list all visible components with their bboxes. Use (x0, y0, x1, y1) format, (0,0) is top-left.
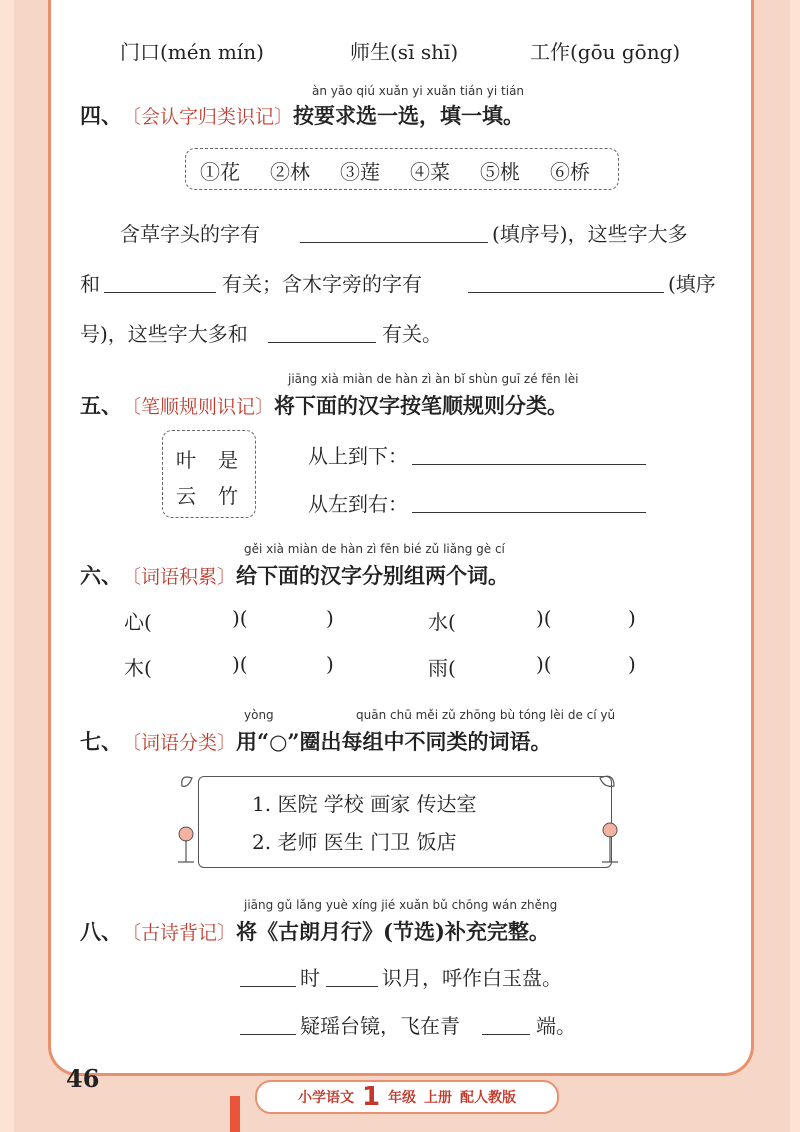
sec8-blank-2[interactable] (326, 986, 378, 987)
footer-bar (255, 1080, 559, 1114)
sec4-line2-c: (填序 (668, 272, 716, 296)
sec4-option-4: ④菜 (410, 160, 450, 184)
sec6-paren-mid-3: )( (232, 652, 248, 676)
sec8-p2-a: 疑瑶台镜，飞在青 (300, 1014, 460, 1038)
sec4-option-3: ③莲 (340, 160, 380, 184)
sec5-char-2: 是 (218, 448, 238, 472)
sec7-row-1: 1. 医院 学校 画家 传达室 (252, 792, 477, 816)
page-number: 46 (66, 1064, 100, 1093)
sec6-title: 给下面的汉字分别组两个词。 (236, 563, 510, 588)
sec4-line3-a: 号)，这些字大多和 (80, 322, 248, 346)
sec4-blank-2[interactable] (104, 292, 216, 293)
sec5-tag: 〔笔顺规则识记〕 (122, 396, 275, 418)
sec6-item-1: 心( (124, 610, 152, 634)
sec4-blank-1[interactable] (300, 242, 488, 243)
sec4-line2-a: 和 (80, 272, 100, 296)
sec4-line1-a: 含草字头的字有 (120, 222, 260, 246)
sec4-option-1: ①花 (200, 160, 240, 184)
sec5-blank-1[interactable] (412, 464, 646, 465)
footer-subject: 小学语文 (297, 1090, 354, 1106)
sec5-heading (80, 390, 568, 420)
sec5-num: 五、 (80, 393, 122, 418)
sec4-line3-b: 有关。 (382, 322, 442, 346)
sec7-num: 七、 (80, 729, 122, 754)
sec6-tag: 〔词语积累〕 (122, 566, 237, 588)
leaf-right-icon (594, 770, 626, 870)
sec5-rule-1: 从上到下： (308, 444, 408, 468)
sec4-heading (80, 100, 524, 130)
sec6-paren-mid-4: )( (536, 652, 552, 676)
sec7-heading (80, 726, 552, 756)
sec8-heading (80, 916, 550, 946)
sec6-paren-end-3: ) (326, 652, 334, 676)
sec4-pinyin: àn yāo qiú xuǎn yi xuǎn tián yi tián (312, 84, 525, 98)
sec8-title: 将《古朗月行》(节选)补充完整。 (236, 919, 550, 944)
sec7-pinyin-b: quān chū měi zǔ zhōng bù tóng lèi de cí yǔ (356, 708, 616, 722)
sec4-tag: 〔会认字归类识记〕 (122, 106, 294, 128)
sec4-blank-4[interactable] (268, 342, 376, 343)
footer-term: 上册 (424, 1090, 453, 1106)
sec8-p2-b: 端。 (536, 1014, 576, 1038)
sec6-paren-mid-2: )( (536, 606, 552, 630)
sec6-paren-mid-1: )( (232, 606, 248, 630)
sec4-option-2: ②林 (270, 160, 310, 184)
sec6-paren-end-2: ) (628, 606, 636, 630)
sec6-heading (80, 560, 509, 590)
sec7-tag: 〔词语分类〕 (122, 732, 237, 754)
top-item-3: 工作(gōu gōng) (530, 40, 681, 64)
sec4-title: 按要求选一选，填一填。 (293, 103, 525, 128)
sec6-paren-end-4: ) (628, 652, 636, 676)
footer-edition: 配人教版 (460, 1090, 517, 1106)
sec7-title: 用“○”圈出每组中不同类的词语。 (236, 729, 552, 754)
sec5-blank-2[interactable] (412, 512, 646, 513)
sec6-paren-end-1: ) (326, 606, 334, 630)
sec5-rule-2: 从左到右： (308, 492, 408, 516)
top-item-2: 师生(sī shī) (350, 40, 459, 64)
sec5-pinyin: jiāng xià miàn de hàn zì àn bǐ shùn guī zé fēn lèi (288, 372, 579, 386)
sec6-pinyin: gěi xià miàn de hàn zì fēn bié zǔ liǎng gè cí (244, 542, 505, 556)
sec8-num: 八、 (80, 919, 122, 944)
sec6-item-2: 水( (428, 610, 456, 634)
sec4-option-5: ⑤桃 (480, 160, 520, 184)
footer-grade-num: 1 (361, 1082, 381, 1112)
sec6-num: 六、 (80, 563, 122, 588)
sec5-char-3: 云 (176, 484, 196, 508)
sec7-pinyin-a: yòng (244, 708, 274, 722)
sec4-num: 四、 (80, 103, 122, 128)
sec8-blank-4[interactable] (482, 1034, 530, 1035)
sec4-line2-b: 有关；含木字旁的字有 (222, 272, 422, 296)
sec8-tag: 〔古诗背记〕 (122, 922, 237, 944)
sec4-line1-b: (填序号)，这些字大多 (492, 222, 688, 246)
sec7-row-2: 2. 老师 医生 门卫 饭店 (252, 830, 457, 854)
top-item-1: 门口(mén mín) (120, 40, 264, 64)
red-strip (230, 1096, 240, 1132)
sec4-option-6: ⑥桥 (550, 160, 590, 184)
sec6-item-4: 雨( (428, 656, 456, 680)
footer-grade: 年级 (388, 1090, 417, 1106)
sec8-pinyin: jiāng gǔ lǎng yuè xíng jié xuǎn bǔ chōng wán zhěng (244, 898, 558, 912)
sec6-item-3: 木( (124, 656, 152, 680)
sec8-blank-3[interactable] (240, 1034, 296, 1035)
sec8-p1-a: 时 (300, 966, 320, 990)
sec8-p1-b: 识月，呼作白玉盘。 (382, 966, 562, 990)
leaf-left-icon (172, 770, 202, 870)
sec5-char-4: 竹 (218, 484, 238, 508)
sec8-blank-1[interactable] (240, 986, 296, 987)
sec4-blank-3[interactable] (468, 292, 664, 293)
sec5-title: 将下面的汉字按笔顺规则分类。 (274, 393, 569, 418)
sec5-char-1: 叶 (176, 448, 196, 472)
